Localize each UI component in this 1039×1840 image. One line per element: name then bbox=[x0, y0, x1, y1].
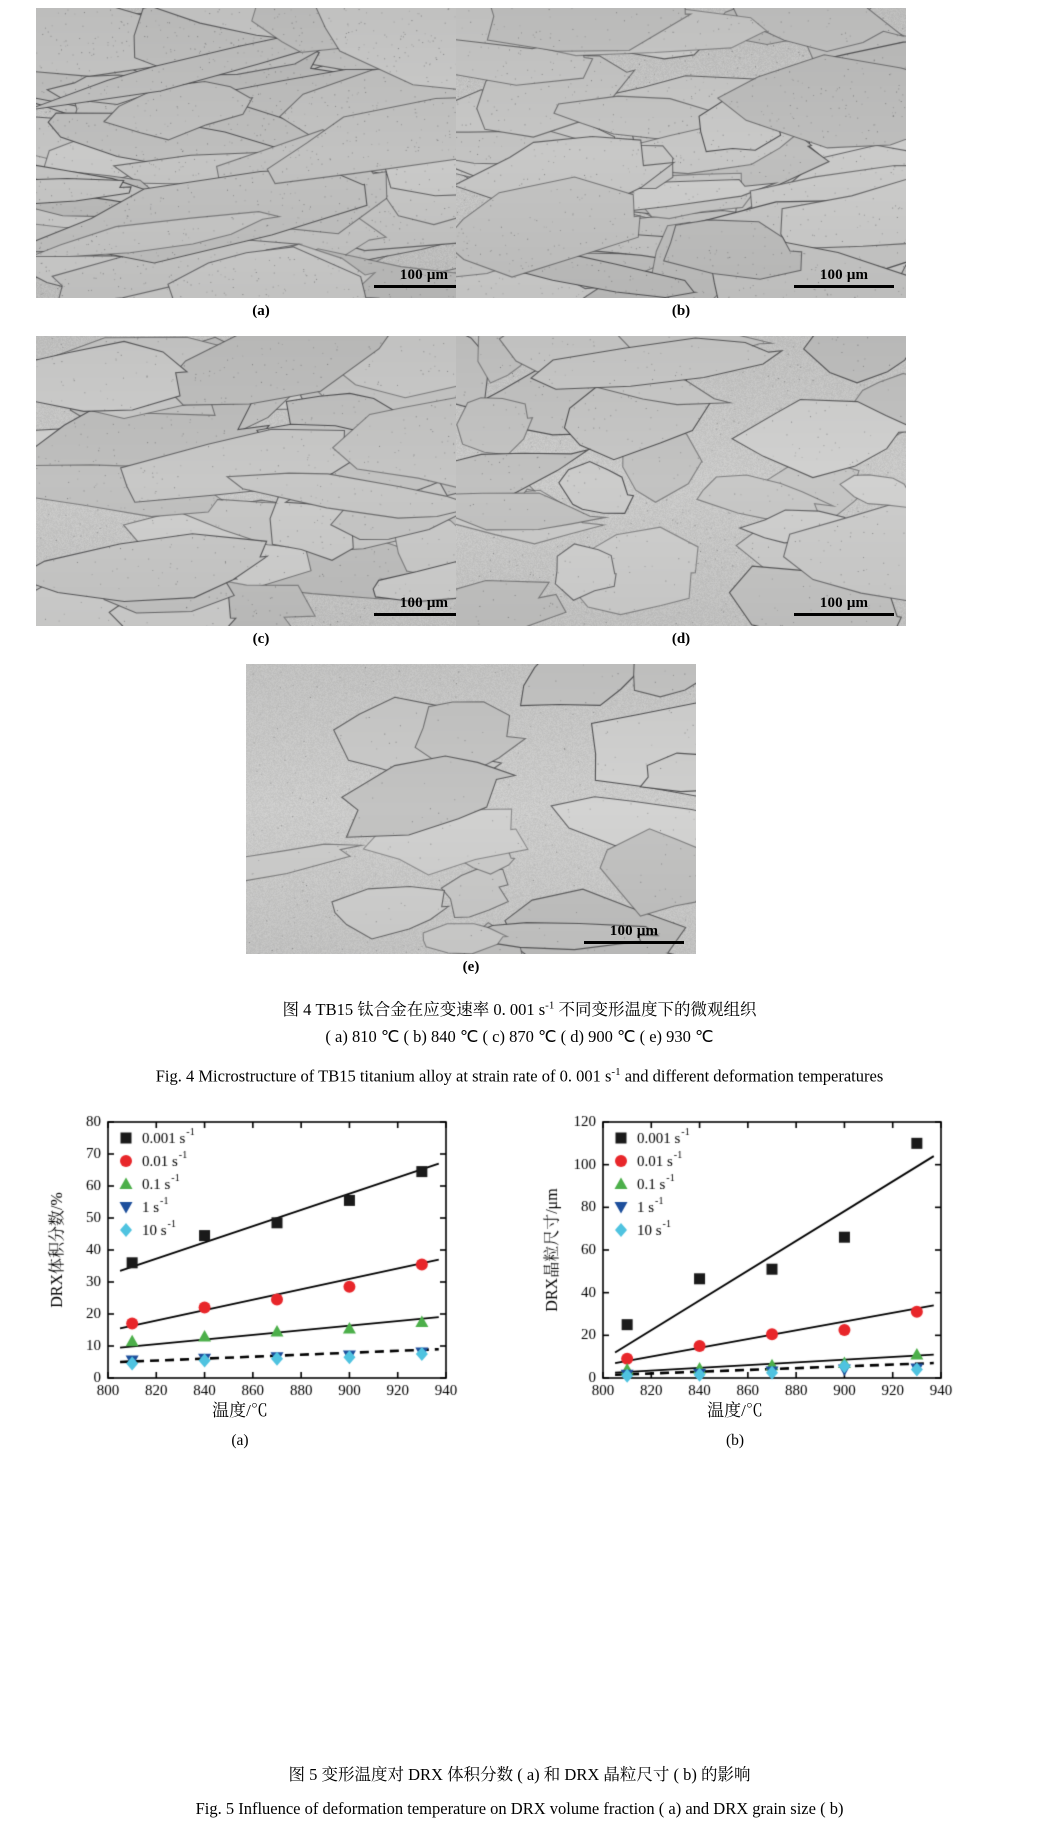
scalebar-label-e: 100 μm bbox=[609, 923, 659, 939]
figure4-caption-cn-text: 图 4 TB15 钛合金在应变速率 0. 001 s bbox=[282, 1000, 546, 1019]
scalebar-label-c: 100 μm bbox=[399, 595, 449, 611]
chart-b-xlabel: 温度/℃ bbox=[707, 1401, 763, 1420]
scalebar-label-b: 100 μm bbox=[819, 267, 869, 283]
scalebar-e bbox=[584, 924, 684, 944]
scalebar-line-b bbox=[794, 285, 894, 288]
panel-label-e: (e) bbox=[462, 959, 480, 975]
panel-label-b: (b) bbox=[671, 303, 691, 319]
figure5-caption-cn: 图 5 变形温度对 DRX 体积分数 ( a) 和 DRX 晶粒尺寸 ( b) 的影响 bbox=[288, 1765, 751, 1784]
figure4-caption-cn-line1 bbox=[0, 996, 1039, 1020]
scalebar-label-d: 100 μm bbox=[819, 595, 869, 611]
chart-a-xlabel: 温度/℃ bbox=[212, 1401, 268, 1420]
scalebar-d bbox=[794, 596, 894, 616]
scalebar-b bbox=[794, 268, 894, 288]
figure4-caption-cn-sup: -1 bbox=[545, 999, 555, 1012]
figure4-caption-cn-line2: ( a) 810 ℃ ( b) 840 ℃ ( c) 870 ℃ ( d) 900 ℃ ( e) 930 ℃ bbox=[325, 1027, 714, 1046]
scalebar-line-e bbox=[584, 941, 684, 944]
scalebar-label-a: 100 μm bbox=[399, 267, 449, 283]
figure4-caption-en-pre: Fig. 4 Microstructure of TB15 titanium alloy at strain rate of 0. 001 s bbox=[155, 1066, 612, 1086]
figure5-caption-en: Fig. 5 Influence of deformation temperature on DRX volume fraction ( a) and DRX grain size ( b) bbox=[195, 1799, 844, 1818]
micrograph-e bbox=[246, 664, 696, 954]
figure4-caption-cn-tail: 不同变形温度下的微观组织 bbox=[554, 1000, 757, 1019]
panel-label-d: (d) bbox=[671, 631, 691, 647]
figure-5 bbox=[0, 1110, 1039, 1510]
figure4-caption-en-sup: -1 bbox=[611, 1066, 621, 1078]
scalebar-line-d bbox=[794, 613, 894, 616]
panel-label-c: (c) bbox=[252, 631, 270, 647]
panel-label-a: (a) bbox=[252, 303, 270, 319]
figure4-caption-en bbox=[0, 1066, 1039, 1087]
micrograph-a bbox=[36, 8, 486, 298]
micrograph-d bbox=[456, 336, 906, 626]
figure5-panel-label-b: (b) bbox=[725, 1432, 745, 1449]
micrograph-c bbox=[36, 336, 486, 626]
micrograph-b bbox=[456, 8, 906, 298]
figure4-caption-en-post: and different deformation temperatures bbox=[620, 1066, 884, 1086]
figure5-panel-label-a: (a) bbox=[231, 1432, 249, 1449]
